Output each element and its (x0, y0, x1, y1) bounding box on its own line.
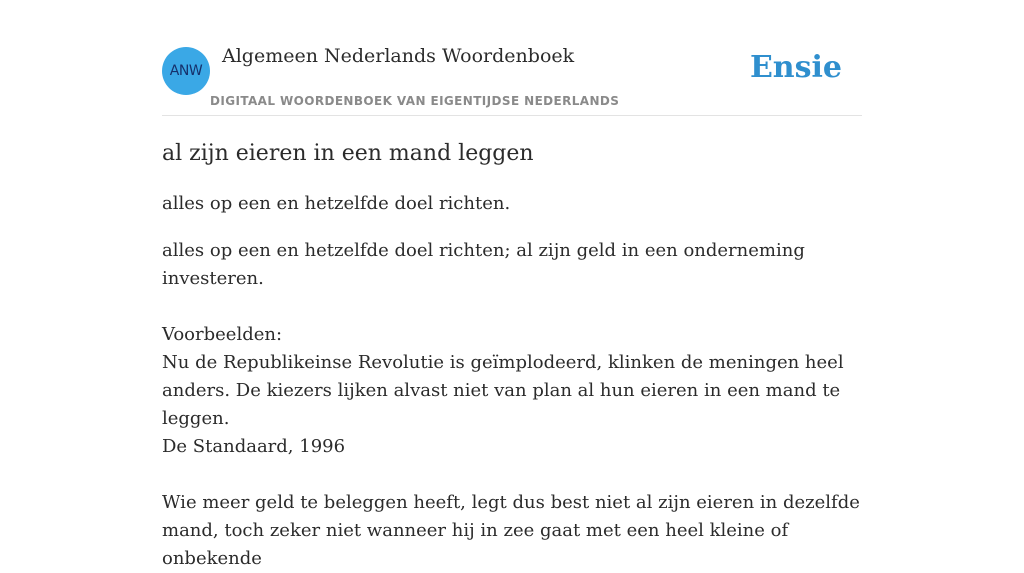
examples-label: Voorbeelden: (162, 324, 283, 345)
long-definition: alles op een en hetzelfde doel richten; al zijn geld in een onderneming investeren. (162, 240, 805, 289)
site-subtitle: DIGITAAL WOORDENBOEK VAN EIGENTIJDSE NEDERLANDS (210, 94, 620, 108)
example-text: Wie meer geld te beleggen heeft, legt dus best niet al zijn eieren in dezelfde mand, toch zeker niet wanneer hij in zee gaat met een heel kleine of onbekende (162, 492, 860, 569)
site-header (162, 0, 862, 116)
example-text: Nu de Republikeinse Revolutie is geïmplodeerd, klinken de meningen heel anders. De kiezers lijken alvast niet van plan al hun eieren in een mand te leggen. (162, 352, 844, 429)
page-title: al zijn eieren in een mand leggen (162, 141, 534, 166)
site-title[interactable]: Algemeen Nederlands Woordenboek (222, 45, 575, 67)
entry-content (162, 138, 866, 573)
ensie-logo[interactable]: Ensie (749, 50, 842, 85)
example-source: De Standaard, 1996 (162, 436, 346, 457)
short-definition: alles op een en hetzelfde doel richten. (162, 193, 511, 214)
anw-logo[interactable]: ANW (162, 47, 210, 95)
